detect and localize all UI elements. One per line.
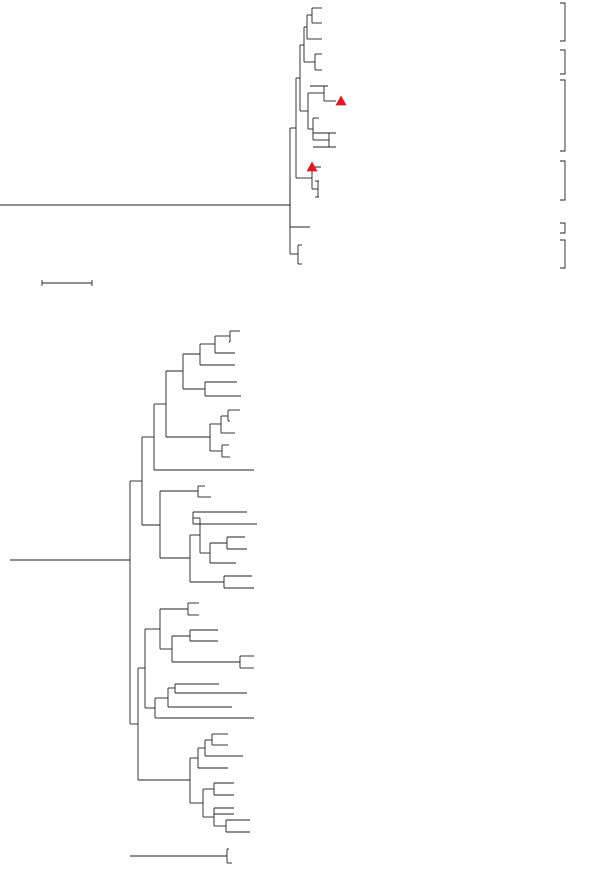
group-bracket [560,223,565,233]
group-bracket [560,3,565,41]
group-bracket [560,161,565,200]
red-triangle-icon [307,162,318,172]
group-bracket [560,240,565,268]
group-bracket [560,80,565,151]
group-bracket [560,50,565,74]
red-triangle-icon [336,96,347,106]
